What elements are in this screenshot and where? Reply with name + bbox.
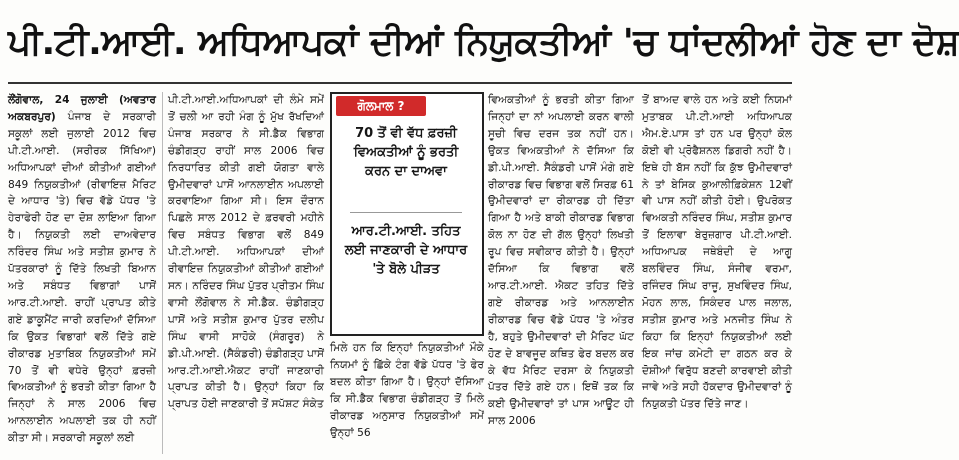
article-column-1 [8,92,156,454]
highlight-tag: ਗੋਲਮਾਲ ? [336,96,426,116]
article-column-3 [330,340,484,454]
highlight-divider [350,212,462,213]
article-column-2 [168,92,324,454]
column-2-text: ਪੀ.ਟੀ.ਆਈ.ਅਧਿਆਪਕਾਂ ਦੀ ਲੰਮੇ ਸਮੇਂ ਤੋਂ ਚਲੀ ਆ ਰਹੀ ਮੰਗ ਨੂੰ ਮੁੱਖ ਰੱਖਦਿਆਂ ਪੰਜਾਬ ਸਰਕਾਰ ਨੇ ਸੀ.ਡੈਕ ਵਿਭਾਗ ਚੰਡੀਗੜ੍ਹ ਰਾਹੀਂ ਸਾਲ 2006 ਵਿਚ ਨਿਰਧਾਰਿਤ ਕੀਤੀ ਗਈ ਯੋਗਤਾ ਵਾਲੇ ਉਮੀਦਵਾਰਾਂ ਪਾਸੋਂ ਆਨਲਾਈਨ ਅਪਲਾਈ ਕਰਵਾਇਆ ਗਿਆ ਸੀ। ਇਸ ਦੌਰਾਨ ਪਿਛਲੇ ਸਾਲ 2012 ਦੇ ਫ਼ਰਵਰੀ ਮਹੀਨੇ ਵਿਚ ਸਬੰਧਤ ਵਿਭਾਗ ਵਲੋਂ 849 ਪੀ.ਟੀ.ਆਈ. ਅਧਿਆਪਕਾਂ ਦੀਆਂ ਰੀਵਾਇਜ਼ ਨਿਯੁਕਤੀਆਂ ਕੀਤੀਆਂ ਗਈਆਂ ਸਨ। ਨਰਿੰਦਰ ਸਿੰਘ ਪੁੱਤਰ ਪ੍ਰੀਤਮ ਸਿੰਘ ਵਾਸੀ ਲੌਂਗੋਵਾਲ ਨੇ ਸੀ.ਡੈਕ. ਚੰਡੀਗੜ੍ਹ ਪਾਸੋਂ ਅਤੇ ਸਤੀਸ਼ ਕੁਮਾਰ ਪੁੱਤਰ ਦਲੀਪ ਸਿੰਘ ਵਾਸੀ ਸਾਹੋਕੇ (ਸੰਗਰੂਰ) ਨੇ ਡੀ.ਪੀ.ਆਈ. (ਸੈਕੰਡਰੀ) ਚੰਡੀਗੜ੍ਹ ਪਾਸੋਂ ਆਰ.ਟੀ.ਆਈ.ਐਕਟ ਰਾਹੀਂ ਜਾਣਕਾਰੀ ਪ੍ਰਾਪਤ ਕੀਤੀ ਹੈ। ਉਨ੍ਹਾਂ ਕਿਹਾ ਕਿ ਪ੍ਰਾਪਤ ਹੋਈ ਜਾਣਕਾਰੀ ਤੋਂ ਸਪੱਸ਼ਟ ਸੰਕੇਤ [168,94,324,411]
column-5-text: ਤੋਂ ਬਾਅਦ ਵਾਲੇ ਹਨ ਅਤੇ ਕਈ ਨਿਯਮਾਂ ਮੁਤਾਬਕ ਪੀ.ਟੀ.ਆਈ ਅਧਿਆਪਕ ਐਮ.ਏ.ਪਾਸ ਤਾਂ ਹਨ ਪਰ ਉਨ੍ਹਾਂ ਕੋਲ ਕੋਈ ਵੀ ਪ੍ਰੋਫੈਸ਼ਨਲ ਡਿਗਰੀ ਨਹੀਂ ਹੈ। ਇਥੇ ਹੀ ਬੱਸ ਨਹੀਂ ਕਿ ਕੁੱਝ ਉਮੀਦਵਾਰਾਂ ਨੇ ਤਾਂ ਬੇਸਿਕ ਕੁਆਲੀਫ਼ਿਕੇਸ਼ਨ 12ਵੀਂ ਵੀ ਪਾਸ ਨਹੀਂ ਕੀਤੀ ਹੋਈ। ਉਪਰੋਕਤ ਵਿਅਕਤੀ ਨਰਿੰਦਰ ਸਿੰਘ, ਸਤੀਸ਼ ਕੁਮਾਰ ਤੋਂ ਇਲਾਵਾ ਬੇਰੁਜ਼ਗਾਰ ਪੀ.ਟੀ.ਆਈ. ਅਧਿਆਪਕ ਜਥੇਬੰਦੀ ਦੇ ਆਗੂ ਬਲਵਿੰਦਰ ਸਿੰਘ, ਸੰਜੀਵ ਵਰਮਾ, ਰਜਿੰਦਰ ਸਿੰਘ ਰਾਜੂ, ਸੁਖਵਿੰਦਰ ਸਿੰਘ, ਮੋਹਨ ਲਾਲ, ਸਿਕੰਦਰ ਪਾਲ ਜਲਾਲ, ਸਤੀਸ਼ ਕੁਮਾਰ ਅਤੇ ਮਨਜੀਤ ਸਿੰਘ ਨੇ ਕਿਹਾ ਕਿ ਇਨ੍ਹਾਂ ਨਿਯੁਕਤੀਆਂ ਲਈ ਇਕ ਜਾਂਚ ਕਮੇਟੀ ਦਾ ਗਠਨ ਕਰ ਕੇ ਦੋਸ਼ੀਆਂ ਵਿਰੁੱਧ ਬਣਦੀ ਕਾਰਵਾਈ ਕੀਤੀ ਜਾਵੇ ਅਤੇ ਸਹੀ ਹੱਕਦਾਰ ਉਮੀਦਵਾਰਾਂ ਨੂੰ ਨਿਯੁਕਤੀ ਪੱਤਰ ਦਿੱਤੇ ਜਾਣ। [642,94,792,411]
column-divider [162,92,163,454]
highlight-text-a: 70 ਤੋਂ ਵੀ ਵੱਧ ਫ਼ਰਜ਼ੀ ਵਿਅਕਤੀਆਂ ਨੂੰ ਭਰਤੀ ਕਰਨ ਦਾ ਦਾਅਵਾ [353,126,459,179]
column-4-text: ਵਿਅਕਤੀਆਂ ਨੂੰ ਭਰਤੀ ਕੀਤਾ ਗਿਆ ਜਿਨ੍ਹਾਂ ਦਾ ਨਾਂ ਅਪਲਾਈ ਕਰਨ ਵਾਲੀ ਸੂਚੀ ਵਿਚ ਦਰਜ ਤਕ ਨਹੀਂ ਹਨ। ਉਕਤ ਵਿਅਕਤੀਆਂ ਨੇ ਦੱਸਿਆ ਕਿ ਡੀ.ਪੀ.ਆਈ. ਸੈਕੰਡਰੀ ਪਾਸੋਂ ਮੰਗੇ ਗਏ ਰੀਕਾਰਡ ਵਿਚ ਵਿਭਾਗ ਵਲੋਂ ਸਿਰਫ਼ 61 ਉਮੀਦਵਾਰਾਂ ਦਾ ਰੀਕਾਰਡ ਹੀ ਦਿੱਤਾ ਗਿਆ ਹੈ ਅਤੇ ਬਾਕੀ ਰੀਕਾਰਡ ਵਿਭਾਗ ਕੋਲ ਨਾ ਹੋਣ ਦੀ ਗੱਲ ਉਨ੍ਹਾਂ ਲਿਖਤੀ ਰੂਪ ਵਿਚ ਸਵੀਕਾਰ ਕੀਤੀ ਹੈ। ਉਨ੍ਹਾਂ ਦੱਸਿਆ ਕਿ ਵਿਭਾਗ ਵਲੋਂ ਆਰ.ਟੀ.ਆਈ. ਐਕਟ ਤਹਿਤ ਦਿੱਤੇ ਗਏ ਰੀਕਾਰਡ ਅਤੇ ਆਨਲਾਈਨ ਰੀਕਾਰਡ ਵਿਚ ਵੱਡੇ ਪੱਧਰ 'ਤੇ ਅੰਤਰ ਹੈ, ਬਹੁਤੇ ਉਮੀਦਵਾਰਾਂ ਦੀ ਮੈਰਿਟ ਘੱਟ ਹੋਣ ਦੇ ਬਾਵਜੂਦ ਕਥਿਤ ਫੇਰ ਬਦਲ ਕਰ ਕੇ ਵੱਧ ਮੈਰਿਟ ਦਰਸਾ ਕੇ ਨਿਯੁਕਤੀ ਪੱਤਰ ਦਿੱਤੇ ਗਏ ਹਨ। ਇਥੋਂ ਤਕ ਕਿ ਕਈ ਉਮੀਦਵਾਰਾਂ ਤਾਂ ਪਾਸ ਆਊਟ ਹੀ ਸਾਲ 2006 [488,94,634,428]
highlight-text-b: ਆਰ.ਟੀ.ਆਈ. ਤਹਿਤ ਲਈ ਜਾਣਕਾਰੀ ਦੇ ਆਧਾਰ 'ਤੇ ਬੋਲੇ ਪੀੜਤ [344,224,468,277]
article-column-5 [642,92,792,454]
headline: ਪੀ.ਟੀ.ਆਈ. ਅਧਿਆਪਕਾਂ ਦੀਆਂ ਨਿਯੁਕਤੀਆਂ 'ਚ ਧਾਂਦਲੀਆਂ ਹੋਣ ਦਾ ਦੋਸ਼ [8,22,959,63]
article-column-4 [488,92,634,454]
column-3-text: ਮਿਲੇ ਹਨ ਕਿ ਇਨ੍ਹਾਂ ਨਿਯੁਕਤੀਆਂ ਮੌਕੇ ਨਿਯਮਾਂ ਨੂੰ ਛਿੱਕੇ ਟੰਗ ਵੱਡੇ ਪੱਧਰ 'ਤੇ ਫੇਰ ਬਦਲ ਕੀਤਾ ਗਿਆ ਹੈ। ਉਨ੍ਹਾਂ ਦੱਸਿਆ ਕਿ ਸੀ.ਡੈਕ ਵਿਭਾਗ ਚੰਡੀਗੜ੍ਹ ਤੋਂ ਮਿਲੇ ਰੀਕਾਰਡ ਅਨੁਸਾਰ ਨਿਯੁਕਤੀਆਂ ਸਮੇਂ ਉਨ੍ਹਾਂ 56 [330,342,484,439]
dateline: ਲੌਂਗੋਵਾਲ, 24 ਜੁਲਾਈ (ਅਵਤਾਰ ਅਕਬਰਪੁਰ) [8,94,156,123]
headline-rule [8,82,792,84]
column-1-text: ਪੰਜਾਬ ਦੇ ਸਰਕਾਰੀ ਸਕੂਲਾਂ ਲਈ ਜੁਲਾਈ 2012 ਵਿਚ ਪੀ.ਟੀ.ਆਈ. (ਸਰੀਰਕ ਸਿੱਖਿਆ) ਅਧਿਆਪਕਾਂ ਦੀਆਂ ਕੀਤੀਆਂ ਗਈਆਂ 849 ਨਿਯੁਕਤੀਆਂ (ਰੀਵਾਇਜ਼ ਮੈਰਿਟ ਦੇ ਆਧਾਰ 'ਤੇ) ਵਿਚ ਵੱਡੇ ਪੱਧਰ 'ਤੇ ਹੇਰਾਫੇਰੀ ਹੋਣ ਦਾ ਦੋਸ਼ ਲਾਇਆ ਗਿਆ ਹੈ। ਨਿਯੁਕਤੀ ਲਈ ਦਾਅਵੇਦਾਰ ਨਰਿੰਦਰ ਸਿੰਘ ਅਤੇ ਸਤੀਸ਼ ਕੁਮਾਰ ਨੇ ਪੱਤਰਕਾਰਾਂ ਨੂੰ ਦਿੱਤੇ ਲਿਖਤੀ ਬਿਆਨ ਅਤੇ ਸਬੰਧਤ ਵਿਭਾਗਾਂ ਪਾਸੋਂ ਆਰ.ਟੀ.ਆਈ. ਰਾਹੀਂ ਪ੍ਰਾਪਤ ਕੀਤੇ ਗਏ ਡਾਕੂਮੈਂਟ ਜਾਰੀ ਕਰਦਿਆਂ ਦੱਸਿਆ ਕਿ ਉਕਤ ਵਿਭਾਗਾਂ ਵਲੋਂ ਦਿੱਤੇ ਗਏ ਰੀਕਾਰਡ ਮੁਤਾਬਿਕ ਨਿਯੁਕਤੀਆਂ ਸਮੇਂ 70 ਤੋਂ ਵੀ ਵਧੇਰੇ ਉਨ੍ਹਾਂ ਫ਼ਰਜ਼ੀ ਵਿਅਕਤੀਆਂ ਨੂੰ ਭਰਤੀ ਕੀਤਾ ਗਿਆ ਹੈ ਜਿਨ੍ਹਾਂ ਨੇ ਸਾਲ 2006 ਵਿਚ ਆਨਲਾਈਨ ਅਪਲਾਈ ਤਕ ਹੀ ਨਹੀਂ ਕੀਤਾ ਸੀ। ਸਰਕਾਰੀ ਸਕੂਲਾਂ ਲਈ [8,110,156,445]
